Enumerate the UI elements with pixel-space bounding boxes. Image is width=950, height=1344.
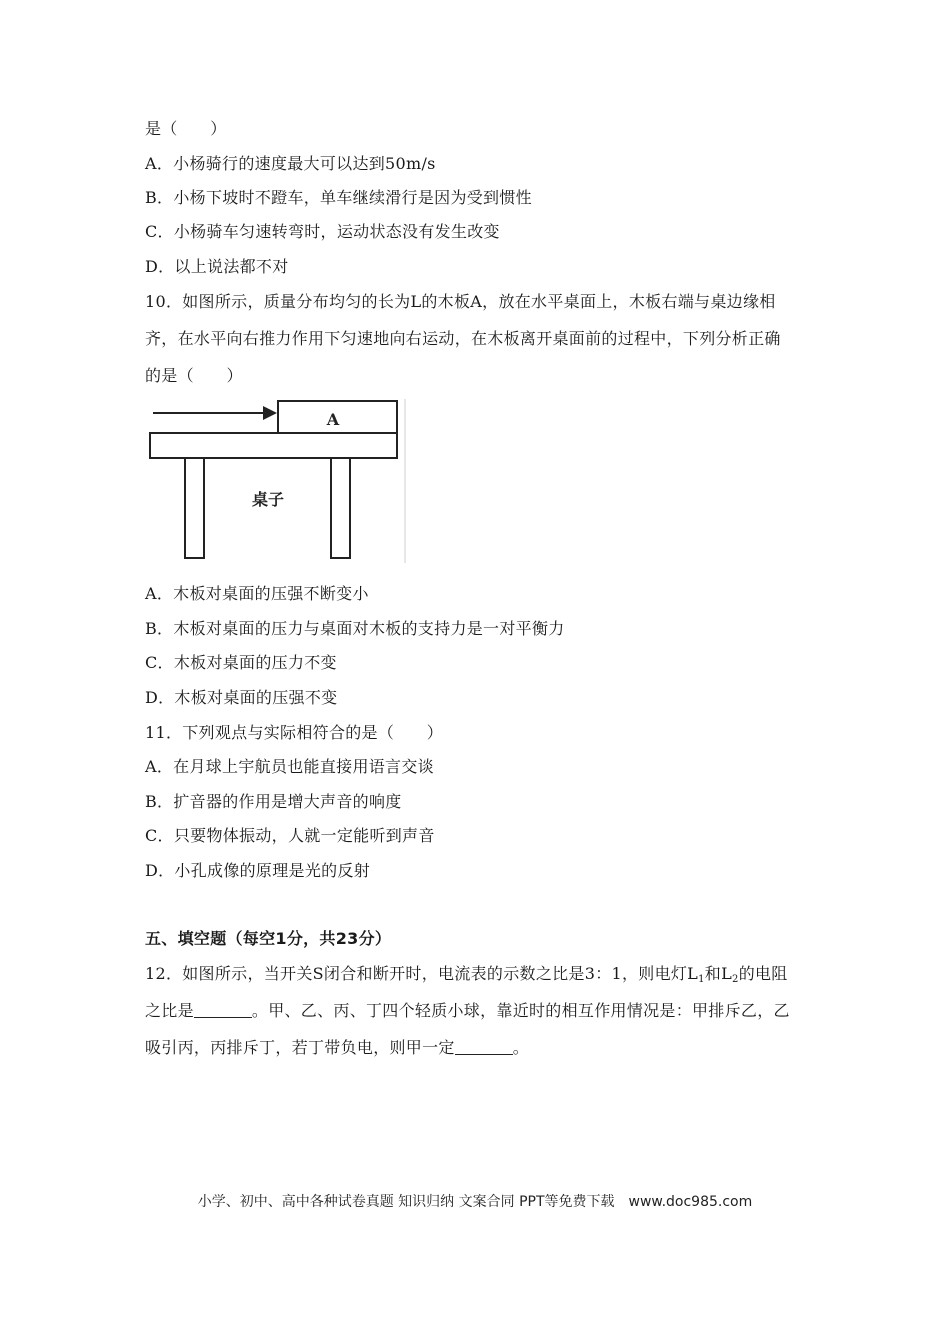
q12-line3-text-b: 。 [512,1038,530,1057]
q12-line3-text-a: 吸引丙，丙排斥丁，若丁带负电，则甲一定 [145,1038,455,1057]
q9-stem-tail: 是（ ） [145,119,227,138]
q12-line1-text-a: 12．如图所示，当开关S闭合和断开时，电流表的示数之比是3：1，则电灯L [145,964,699,983]
q12-subscript-1: 1 [698,974,705,985]
q9-option-b: B．小杨下坡时不蹬车，单车继续滑行是因为受到惯性 [145,188,532,207]
q12-line1 [145,964,788,990]
q11-option-a: A．在月球上宇航员也能直接用语言交谈 [145,757,434,776]
q11-option-c: C．只要物体振动，人就一定能听到声音 [145,826,435,845]
q10-option-b: B．木板对桌面的压力与桌面对木板的支持力是一对平衡力 [145,619,565,638]
board-label: A [326,410,340,429]
push-arrow-head [263,406,277,420]
q10-option-a: A．木板对桌面的压强不断变小 [145,584,369,603]
table-leg-right [331,458,350,558]
q10-stem-line2: 齐，在水平向右推力作用下匀速地向右运动，在木板离开桌面前的过程中，下列分析正确 [145,329,781,348]
q12-line2-text-a: 之比是 [145,1001,194,1020]
q12-subscript-2: 2 [732,974,739,985]
table-leg-left [185,458,204,558]
q11-stem: 11．下列观点与实际相符合的是（ ） [145,723,444,742]
q10-stem-line3: 的是（ ） [145,366,243,385]
q10-option-d: D．木板对桌面的压强不变 [145,688,338,707]
section-heading: 五、填空题（每空1分，共23分） [145,929,392,948]
q10-figure-table-board [145,395,410,565]
q9-option-a: A．小杨骑行的速度最大可以达到50m/s [145,154,436,173]
table-top [150,433,397,458]
q11-option-b: B．扩音器的作用是增大声音的响度 [145,792,402,811]
q12-line1-text-c: 的电阻 [738,964,788,983]
answer-blank-2[interactable] [455,1040,513,1055]
page-footer: 小学、初中、高中各种试卷真题 知识归纳 文案合同 PPT等免费下载 www.doc985.com [197,1194,753,1210]
table-diagram [145,395,410,565]
q11-option-d: D．小孔成像的原理是光的反射 [145,861,371,880]
q12-line1-text-b: 和L [704,964,733,983]
q10-stem-line1: 10．如图所示，质量分布均匀的长为L的木板A，放在水平桌面上，木板右端与桌边缘相 [145,292,776,311]
q9-option-c: C．小杨骑车匀速转弯时，运动状态没有发生改变 [145,222,500,241]
q12-line2 [145,1001,790,1021]
q12-line2-text-b: 。甲、乙、丙、丁四个轻质小球，靠近时的相互作用情况是：甲排斥乙，乙 [251,1001,790,1020]
q10-option-c: C．木板对桌面的压力不变 [145,653,337,672]
q9-option-d: D．以上说法都不对 [145,257,289,276]
table-label: 桌子 [251,490,285,509]
answer-blank-1[interactable] [194,1003,252,1018]
q12-line3 [145,1038,529,1058]
